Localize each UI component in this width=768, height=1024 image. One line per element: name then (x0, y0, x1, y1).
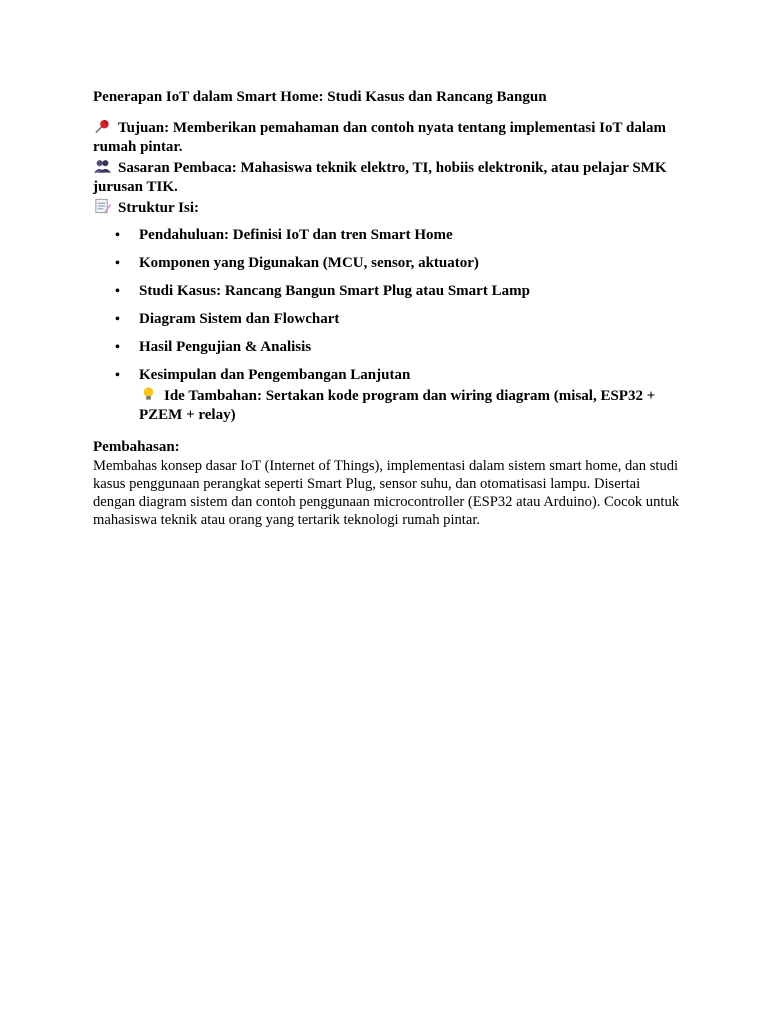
idea-line (139, 386, 683, 426)
bullet: • (115, 340, 120, 355)
discussion-body: Membahas konsep dasar IoT (Internet of Things), implementasi dalam sistem smart home, dan studi kasus penggunaan perangkat seperti Smart Plug, sensor suhu, dan otomatisasi lampu. Disertai dengan diagram sistem dan contoh penggunaan microcontroller (ESP32 atau Arduino). Cocok untuk mahasiswa teknik atau orang yang tertarik teknologi rumah pintar. (93, 458, 680, 528)
discussion-heading: Pembahasan: (93, 438, 180, 455)
idea-text: Ide Tambahan: Sertakan kode program dan wiring diagram (misal, ESP32 + PZEM + relay) (139, 387, 656, 423)
structure-label: Struktur Isi: (118, 199, 199, 216)
bullet: • (115, 312, 120, 327)
table-of-contents (93, 226, 683, 426)
list-item (93, 338, 683, 358)
bullet: • (115, 368, 120, 383)
list-item (93, 226, 683, 246)
pushpin-icon (93, 118, 112, 134)
list-item (93, 310, 683, 330)
list-item-text: Diagram Sistem dan Flowchart (139, 311, 340, 327)
bullet: • (115, 228, 120, 243)
list-item-text: Studi Kasus: Rancang Bangun Smart Plug atau Smart Lamp (139, 283, 530, 299)
list-item-text: Pendahuluan: Definisi IoT dan tren Smart Home (139, 227, 453, 243)
list-item-text: Kesimpulan dan Pengembangan Lanjutan (139, 367, 411, 383)
memo-icon (93, 198, 112, 214)
audience-line (93, 158, 683, 198)
list-item (93, 254, 683, 274)
audience-text: Sasaran Pembaca: Mahasiswa teknik elektro, TI, hobiis elektronik, atau pelajar SMK jurusan TIK. (93, 159, 667, 195)
goal-line (93, 118, 683, 158)
bullet: • (115, 256, 120, 271)
list-item-text: Komponen yang Digunakan (MCU, sensor, aktuator) (139, 255, 479, 271)
people-icon (93, 158, 112, 174)
lightbulb-icon (139, 386, 158, 402)
structure-line (93, 198, 683, 219)
list-item (93, 282, 683, 302)
goal-text: Tujuan: Memberikan pemahaman dan contoh nyata tentang implementasi IoT dalam rumah pintar. (93, 119, 666, 155)
bullet: • (115, 284, 120, 299)
document-page (93, 88, 683, 529)
list-item (93, 366, 683, 426)
list-item-text: Hasil Pengujian & Analisis (139, 339, 312, 355)
document-title: Penerapan IoT dalam Smart Home: Studi Kasus dan Rancang Bangun (93, 89, 547, 105)
